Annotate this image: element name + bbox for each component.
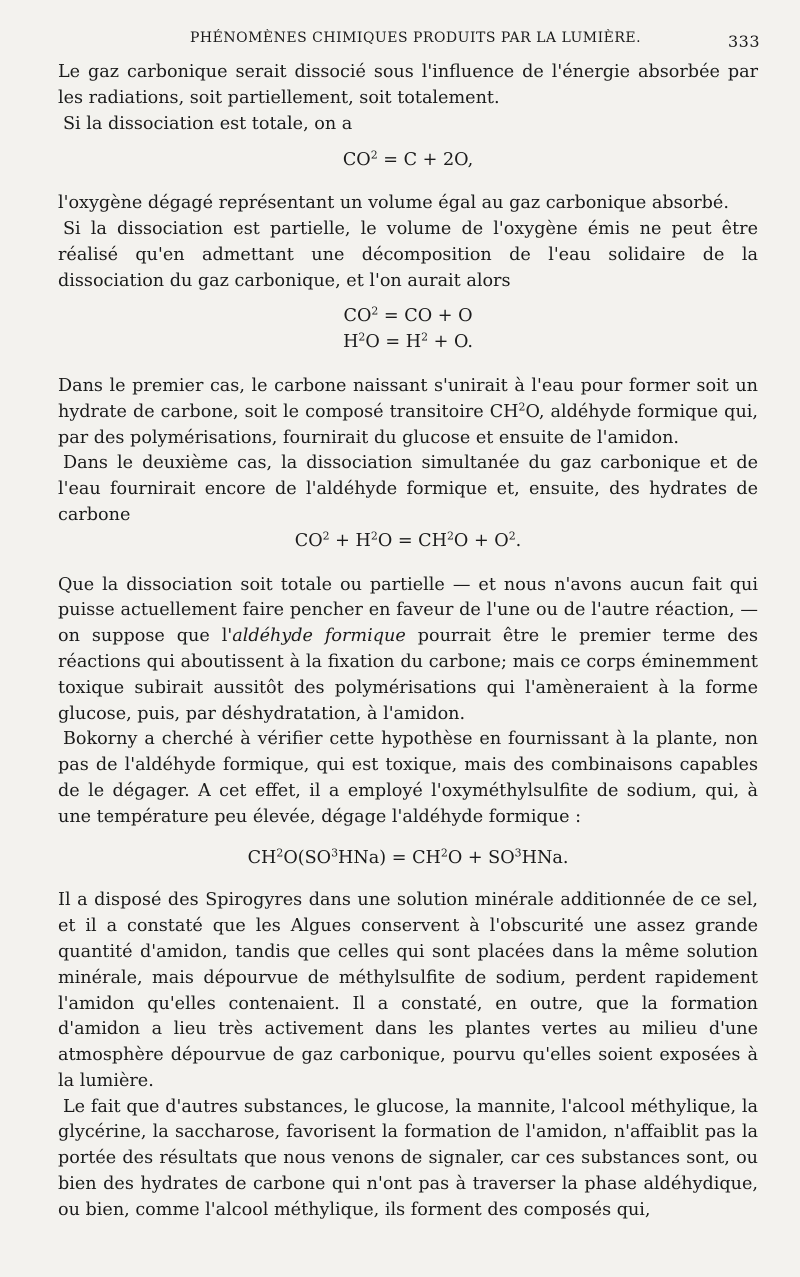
paragraph-7-start: Que la dissociation soit totale ou partielle — et nous n'avons aucun fait qui puisse actuellement faire pencher en faveur de l'une ou de l'autre réaction, — on suppose que l' <box>58 574 758 647</box>
page-body <box>58 60 758 1224</box>
paragraph-1: Le gaz carbonique serait dissocié sous l'influence de l'énergie absorbée par les radiations, soit partiellement, soit totalement. <box>58 62 758 108</box>
paragraph-8: Bokorny a cherché à vérifier cette hypothèse en fournissant à la plante, non pas de l'aldéhyde formique, qui est toxique, mais des combinaisons capables de le dégager. A cet effet, il a employé l'oxyméthylsulfite de sodium, qui, à une température peu élevée, dégage l'aldéhyde formique : <box>58 729 758 827</box>
paragraph-6: Dans le deuxième cas, la dissociation simultanée du gaz carbonique et de l'eau fournirait encore de l'aldéhyde formique et, ensuite, des hydrates de carbone <box>58 453 758 525</box>
page-number: 333 <box>727 32 760 51</box>
running-title: PHÉNOMÈNES CHIMIQUES PRODUITS PAR LA LUMIÈRE. <box>190 30 642 46</box>
paragraph-9: Il a disposé des Spirogyres dans une solution minérale additionnée de ce sel, et il a constaté que les Algues conservent à l'obscurité une assez grande quantité d'amidon, tandis que celles qui sont placées dans la même solution minérale, mais dépourvue de méthylsulfite de sodium, perdent rapidement l'amidon qu'elles contenaient. Il a constaté, en outre, que la formation d'amidon a lieu très activement dans les plantes vertes au milieu d'une atmosphère dépourvue de gaz carbonique, pourvu qu'elles soient exposées à la lumière. <box>58 890 758 1091</box>
formula-4: $CH^2O(SO^3HNa) = CH^2O + SO^3HNa$. <box>247 845 569 868</box>
formula-2a: $CO^2$ = CO + O <box>343 304 473 327</box>
paragraph-7-end: pourrait être le premier terme des réactions qui aboutissent à la fixation du carbone; mais ce corps éminemment toxique subirait aussitôt des polymérisations qui l'amèneraient à la forme glucose, puis, par déshydratation, à l'amidon. <box>58 626 758 724</box>
paragraph-4: Si la dissociation est partielle, le volume de l'oxygène émis ne peut être réalisé qu'en admettant une décomposition de l'eau solidaire de la dissociation du gaz carbonique, et l'on aurait alors <box>58 218 758 291</box>
page-header <box>60 30 760 54</box>
paragraph-2: Si la dissociation est totale, on a <box>63 113 353 134</box>
paragraph-7 <box>58 573 758 728</box>
formula-2b: $H^2O = H^2 + O$. <box>343 330 473 353</box>
formula-1: $CO^2 = C + 2O$, <box>342 148 474 171</box>
formula-3: $CO^2 + H^2O = CH^2O + O^2$. <box>294 529 522 551</box>
italic-term: aldéhyde formique <box>232 626 406 647</box>
paragraph-3: l'oxygène dégagé représentant un volume égal au gaz carbonique absorbé. <box>58 193 729 214</box>
paragraph-10: Le fait que d'autres substances, le glucose, la mannite, l'alcool méthylique, la glycérine, la saccharose, favorisent la formation de l'amidon, n'affaiblit pas la portée des résultats que nous venons de signaler, car ces substances sont, ou bien des hydrates de carbone qui n'ont pas à traverser la phase aldéhydique, ou bien, comme l'alcool méthylique, ils forment des composés qui, <box>58 1096 758 1220</box>
paragraph-5: Dans le premier cas, le carbone naissant s'unirait à l'eau pour former soit un hydrate de carbone, soit le composé transitoire $CH^2O$, aldéhyde formique qui, par des polymérisations, fournirait du glucose et ensuite de l'amidon. <box>58 375 758 448</box>
